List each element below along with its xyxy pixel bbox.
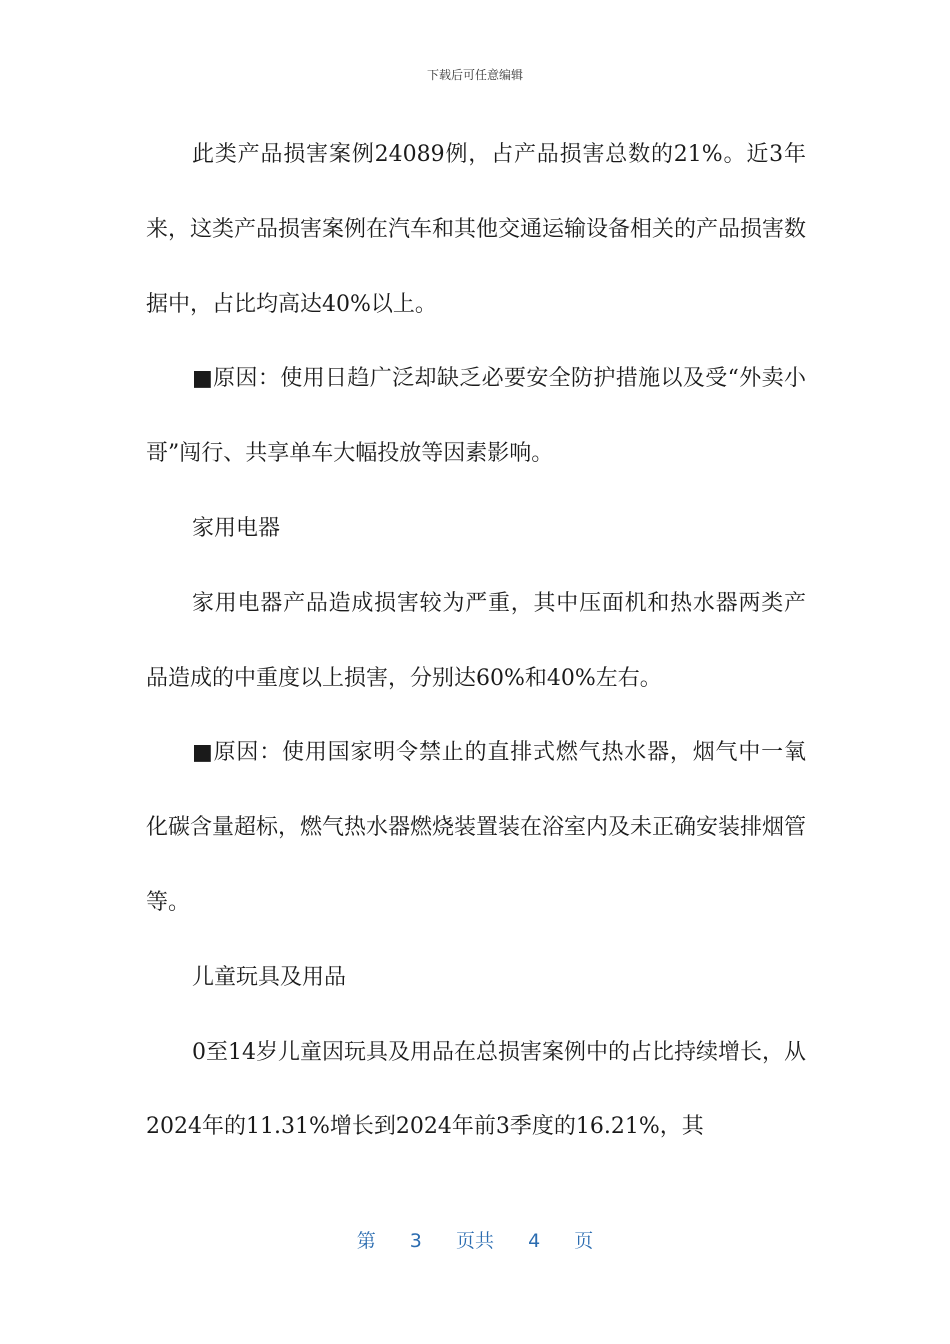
paragraph-stats: 此类产品损害案例24089例，占产品损害总数的21%。近3年来，这类产品损害案例在汽车和其他交通运输设备相关的产品损害数据中，占比均高达40%以上。	[146, 142, 807, 317]
footer-total-pages: 4	[528, 1230, 541, 1252]
paragraph-toys: 0至14岁儿童因玩具及用品在总损害案例中的占比持续增长，从2024年的11.31%增长到2024年前3季度的16.21%，其	[146, 1039, 806, 1140]
paragraph-appliances: 家用电器产品造成损害较为严重，其中压面机和热水器两类产品造成的中重度以上损害，分别达60%和40%左右。	[146, 590, 806, 691]
paragraph-reason-2: ■原因：使用国家明令禁止的直排式燃气热水器，烟气中一氧化碳含量超标，燃气热水器燃烧装置装在浴室内及未正确安装排烟管等。	[146, 740, 807, 915]
section-heading-toys: 儿童玩具及用品	[192, 964, 347, 990]
page-header-note: 下载后可任意编辑	[426, 68, 523, 82]
footer-middle: 页共	[455, 1230, 494, 1252]
document-body	[146, 118, 806, 1165]
section-heading-appliances: 家用电器	[192, 515, 281, 541]
footer-suffix: 页	[574, 1230, 594, 1252]
page-footer	[0, 1226, 950, 1253]
footer-current-page: 3	[409, 1230, 422, 1252]
footer-prefix: 第	[356, 1230, 376, 1252]
paragraph-reason-1: ■原因：使用日趋广泛却缺乏必要安全防护措施以及受“外卖小哥”闯行、共享单车大幅投放等因素影响。	[146, 366, 806, 467]
